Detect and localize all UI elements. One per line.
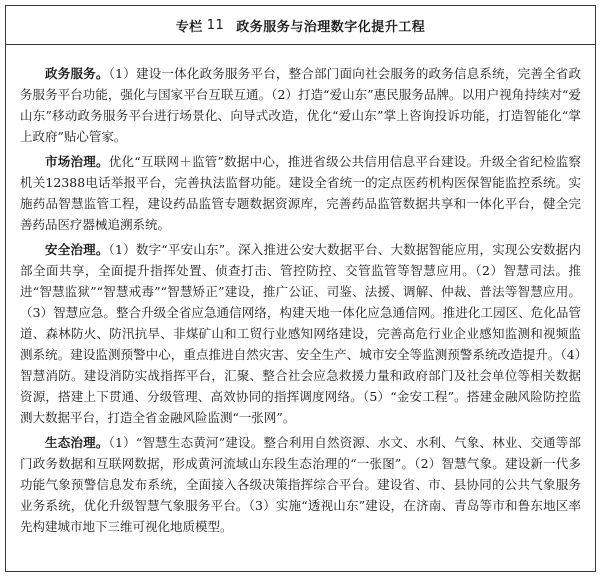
section-ecological-governance bbox=[20, 432, 581, 537]
column-content bbox=[6, 45, 595, 537]
section-lead: 市场治理。 bbox=[45, 154, 109, 169]
column-box bbox=[5, 5, 596, 572]
section-text: 优化“互联网＋监管”数据中心，推进省级公共信用信息平台建设。升级全省纪检监察机关12388电话举报平台，完善执法监督功能。建设全省统一的定点医药机构医保智能监控系统。实施药品智慧监管工程，建设药品监管专题数据资源库，完善药品监管数据共享和一体化平台，健全完善药品医疗器械追溯系统。 bbox=[20, 154, 581, 232]
section-text: （1）建设一体化政务服务平台，整合部门面向社会服务的政务信息系统，完善全省政务服务平台功能，强化与国家平台互联互通。（2）打造“爱山东”惠民服务品牌。以用户视角持续对“爱山东”移动政务服务平台进行场景化、向导式改造，优化“爱山东”掌上咨询投诉功能，打造智能化“掌上政府”贴心管家。 bbox=[20, 66, 581, 144]
section-text: （1）“智慧生态黄河”建设。整合利用自然资源、水文、水利、气象、林业、交通等部门政务数据和互联网数据，形成黄河流域山东段生态治理的“一张图”。（2）智慧气象。建设新一代多功能气象预警信息发布系统，全面接入各级决策指挥综合平台。建设省、市、县协同的公共气象服务业务系统，优化升级智慧气象服务平台。（3）实施“透视山东”建设，在济南、青岛等市和鲁东地区率先构建城市地下三维可视化地质模型。 bbox=[20, 435, 581, 534]
section-safety-governance bbox=[20, 239, 581, 428]
column-title: 政务服务与治理数字化提升工程 bbox=[236, 19, 426, 35]
section-lead: 生态治理。 bbox=[45, 435, 109, 450]
section-government-services bbox=[20, 63, 581, 147]
section-text: （1）数字“平安山东”。深入推进公安大数据平台、大数据智能应用，实现公安数据内部全面共享，全面提升指挥处置、侦查打击、管控防控、交管监管等智慧应用。（2）智慧司法。推进“智慧监狱”“智慧戒毒”“智慧矫正”建设，推广公证、司鉴、法援、调解、仲裁、普法等智慧应用。（3）智慧应急。整合升级全省应急通信网络，构建天地一体化应急通信网。推进化工园区、危化品管道、森林防火、防汛抗旱、非煤矿山和工贸行业感知网络建设，完善高危行业企业感知监测和视频监测系统。建设监测预警中心，重点推进自然灾害、安全生产、城市安全等监测预警系统改造提升。（4）智慧消防。建设消防实战指挥平台，汇聚、整合社会应急救援力量和政府部门及社会单位等相关数据资源，搭建上下贯通、分级管理、高效协同的指挥调度网络。（5）“金安工程”。搭建金融风险防控监测大数据平台，打造全省金融风险监测“一张网”。 bbox=[20, 242, 581, 425]
column-label: 专栏 bbox=[175, 19, 203, 35]
section-lead: 政务服务。 bbox=[45, 66, 109, 81]
section-market-governance bbox=[20, 151, 581, 235]
column-number: 11 bbox=[206, 17, 225, 33]
column-header bbox=[6, 6, 595, 45]
section-lead: 安全治理。 bbox=[45, 242, 109, 257]
